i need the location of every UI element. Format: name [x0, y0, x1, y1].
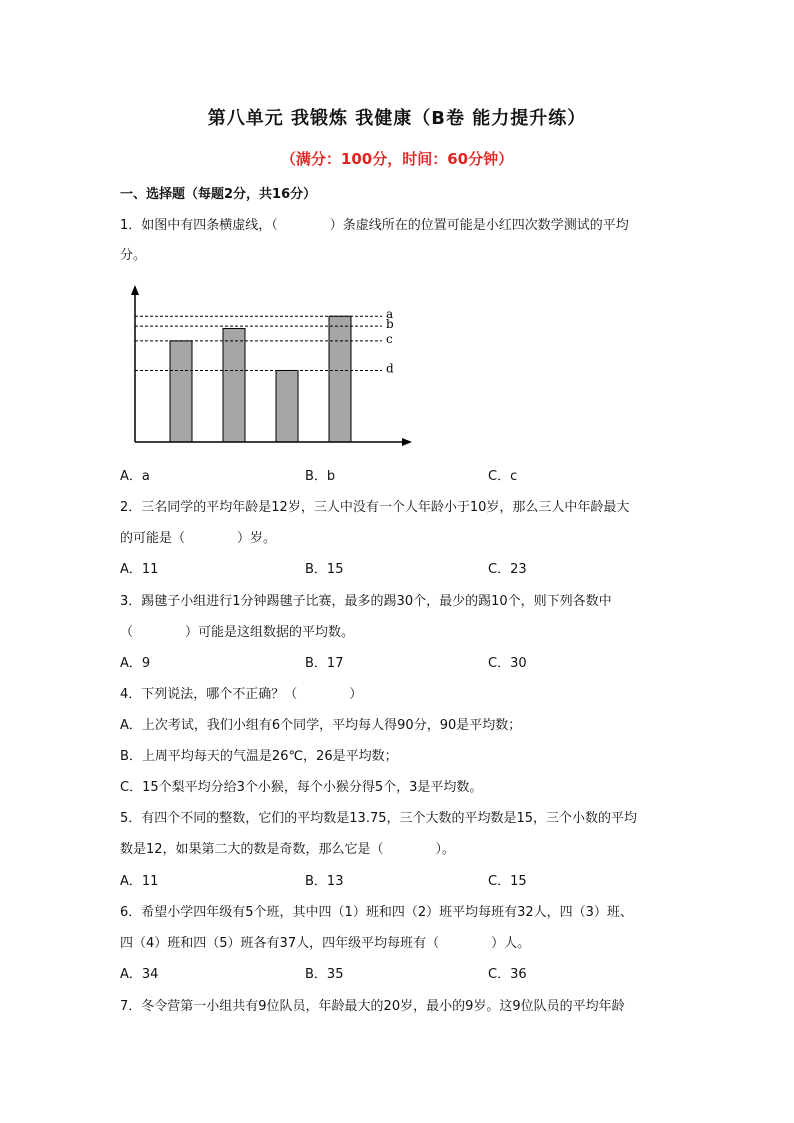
q5-option-a[interactable]: A．11	[120, 874, 159, 889]
q1-option-a[interactable]: A．a	[120, 469, 150, 484]
q6-text-line1: 6．希望小学四年级有5个班，其中四（1）班和四（2）班平均每班有32人，四（3）班、	[120, 905, 633, 920]
q2-text-line1: 2．三名同学的平均年龄是12岁，三人中没有一个人年龄小于10岁，那么三人中年龄最大	[120, 500, 630, 515]
q6-option-c[interactable]: C．36	[488, 967, 527, 982]
q3-text-line2: （ ）可能是这组数据的平均数。	[120, 625, 355, 640]
x-axis-arrow	[402, 438, 412, 446]
q1-text-line2: 分。	[120, 248, 147, 263]
q1-bar-chart	[120, 282, 420, 452]
bar-3	[276, 370, 298, 442]
q3-option-c[interactable]: C．30	[488, 656, 527, 671]
section-heading: 一、选择题（每题2分，共16分）	[120, 187, 317, 202]
q2-option-a[interactable]: A．11	[120, 562, 159, 577]
q5-option-c[interactable]: C．15	[488, 874, 527, 889]
ref-label-a: a	[386, 307, 394, 322]
q5-text-line1: 5．有四个不同的整数，它们的平均数是13.75，三个大数的平均数是15，三个小数的平均	[120, 811, 638, 826]
page-title: 第八单元 我锻炼 我健康（B卷 能力提升练）	[207, 108, 587, 129]
y-axis-arrow	[131, 285, 139, 295]
bar-1	[170, 341, 192, 442]
q1-text-line1: 1．如图中有四条横虚线，（ ）条虚线所在的位置可能是小红四次数学测试的平均	[120, 218, 629, 233]
q3-text-line1: 3．踢毽子小组进行1分钟踢毽子比赛，最多的踢30个，最少的踢10个，则下列各数中	[120, 594, 612, 609]
ref-label-d: d	[386, 361, 394, 376]
q7-text-line1: 7．冬令营第一小组共有9位队员，年龄最大的20岁，最小的9岁。这9位队员的平均年龄	[120, 999, 625, 1014]
q1-option-c[interactable]: C．c	[488, 469, 518, 484]
q6-text-line2: 四（4）班和四（5）班各有37人，四年级平均每班有（ ）人。	[120, 936, 531, 951]
q5-option-b[interactable]: B．13	[305, 874, 344, 889]
q4-option-c[interactable]: C．15个梨平均分给3个小猴，每个小猴分得5个，3是平均数。	[120, 780, 483, 795]
q1-option-b[interactable]: B．b	[305, 469, 336, 484]
q2-option-c[interactable]: C．23	[488, 562, 527, 577]
q4-text-line1: 4．下列说法，哪个不正确？（ ）	[120, 687, 363, 702]
q4-option-b[interactable]: B．上周平均每天的气温是26℃，26是平均数；	[120, 749, 398, 764]
page-subtitle: （满分：100分，时间：60分钟）	[280, 150, 514, 168]
q3-option-a[interactable]: A．9	[120, 656, 151, 671]
q6-option-a[interactable]: A．34	[120, 967, 159, 982]
q3-option-b[interactable]: B．17	[305, 656, 344, 671]
ref-label-b: b	[386, 317, 394, 332]
ref-label-c: c	[386, 331, 393, 346]
q6-option-b[interactable]: B．35	[305, 967, 344, 982]
q2-text-line2: 的可能是（ ）岁。	[120, 531, 277, 546]
bar-2	[223, 329, 245, 442]
q5-text-line2: 数是12，如果第二大的数是奇数，那么它是（ ）。	[120, 842, 456, 857]
q2-option-b[interactable]: B．15	[305, 562, 344, 577]
q4-option-a[interactable]: A．上次考试，我们小组有6个同学，平均每人得90分，90是平均数；	[120, 718, 522, 733]
bar-4	[329, 316, 351, 442]
